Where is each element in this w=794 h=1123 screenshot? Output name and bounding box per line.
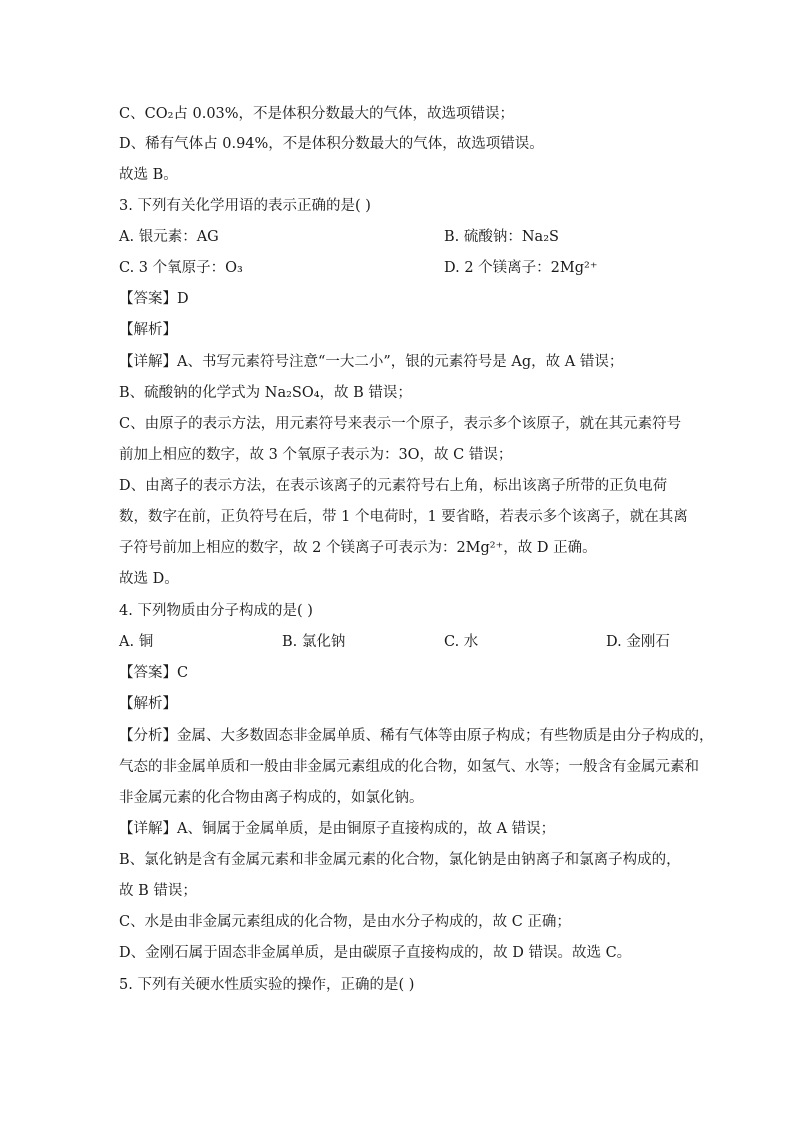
text-line: 故选 B。 (119, 167, 178, 183)
text-line: C、CO₂占 0.03%，不是体积分数最大的气体，故选项错误； (119, 106, 515, 122)
text-line: C、水是由非金属元素组成的化合物，是由水分子构成的，故 C 正确； (119, 914, 571, 930)
q3-option-b: B. 硫酸钠：Na₂S (444, 229, 559, 245)
question-3: 3. 下列有关化学用语的表示正确的是( ) (119, 198, 371, 214)
q4-option-a: A. 铜 (119, 634, 154, 650)
text-line: 【详解】A、铜属于金属单质，是由铜原子直接构成的，故 A 错误； (119, 821, 556, 837)
question-4: 4. 下列物质由分子构成的是( ) (119, 603, 313, 619)
text-line: 气态的非金属单质和一般由非金属元素组成的化合物，如氢气、水等；一般含有金属元素和 (119, 759, 699, 775)
q4-answer: 【答案】C (119, 665, 189, 681)
q4-option-b: B. 氯化钠 (282, 634, 346, 650)
text-line: 子符号前加上相应的数字，故 2 个镁离子可表示为：2Mg²⁺，故 D 正确。 (119, 540, 597, 556)
text-line: 故 B 错误； (119, 883, 197, 899)
text-line: 【详解】A、书写元素符号注意“一大二小”，银的元素符号是 Ag，故 A 错误； (119, 354, 624, 370)
text-line: 非金属元素的化合物由离子构成的，如氯化钠。 (119, 790, 424, 806)
q4-option-d: D. 金刚石 (606, 634, 670, 650)
text-line: 数，数字在前，正负符号在后，带 1 个电荷时，1 要省略，若表示多个该离子，就在其离 (119, 509, 688, 525)
q4-analysis-heading: 【解析】 (119, 696, 177, 712)
text-line: D、稀有气体占 0.94%，不是体积分数最大的气体，故选项错误。 (119, 136, 544, 152)
q4-option-c: C. 水 (444, 634, 479, 650)
text-line: 【分析】金属、大多数固态非金属单质、稀有气体等由原子构成；有些物质是由分子构成的， (119, 728, 714, 744)
q3-option-a: A. 银元素：AG (119, 229, 219, 245)
q3-analysis-heading: 【解析】 (119, 322, 177, 338)
q3-option-c: C. 3 个氧原子：O₃ (119, 260, 243, 276)
text-line: C、由原子的表示方法，用元素符号来表示一个原子，表示多个该原子，就在其元素符号 (119, 416, 682, 432)
text-line: 故选 D。 (119, 571, 179, 587)
text-line: D、由离子的表示方法，在表示该离子的元素符号右上角，标出该离子所带的正负电荷 (119, 478, 668, 494)
question-5: 5. 下列有关硬水性质实验的操作，正确的是( ) (119, 977, 415, 993)
text-line: 前加上相应的数字，故 3 个氧原子表示为：3O，故 C 错误； (119, 447, 513, 463)
q3-answer: 【答案】D (119, 291, 189, 307)
text-line: B、氯化钠是含有金属元素和非金属元素的化合物，氯化钠是由钠离子和氯离子构成的， (119, 852, 681, 868)
text-line: D、金刚石属于固态非金属单质，是由碳原子直接构成的，故 D 错误。故选 C。 (119, 945, 632, 961)
q3-option-d: D. 2 个镁离子：2Mg²⁺ (444, 260, 598, 276)
text-line: B、硫酸钠的化学式为 Na₂SO₄，故 B 错误； (119, 385, 412, 401)
